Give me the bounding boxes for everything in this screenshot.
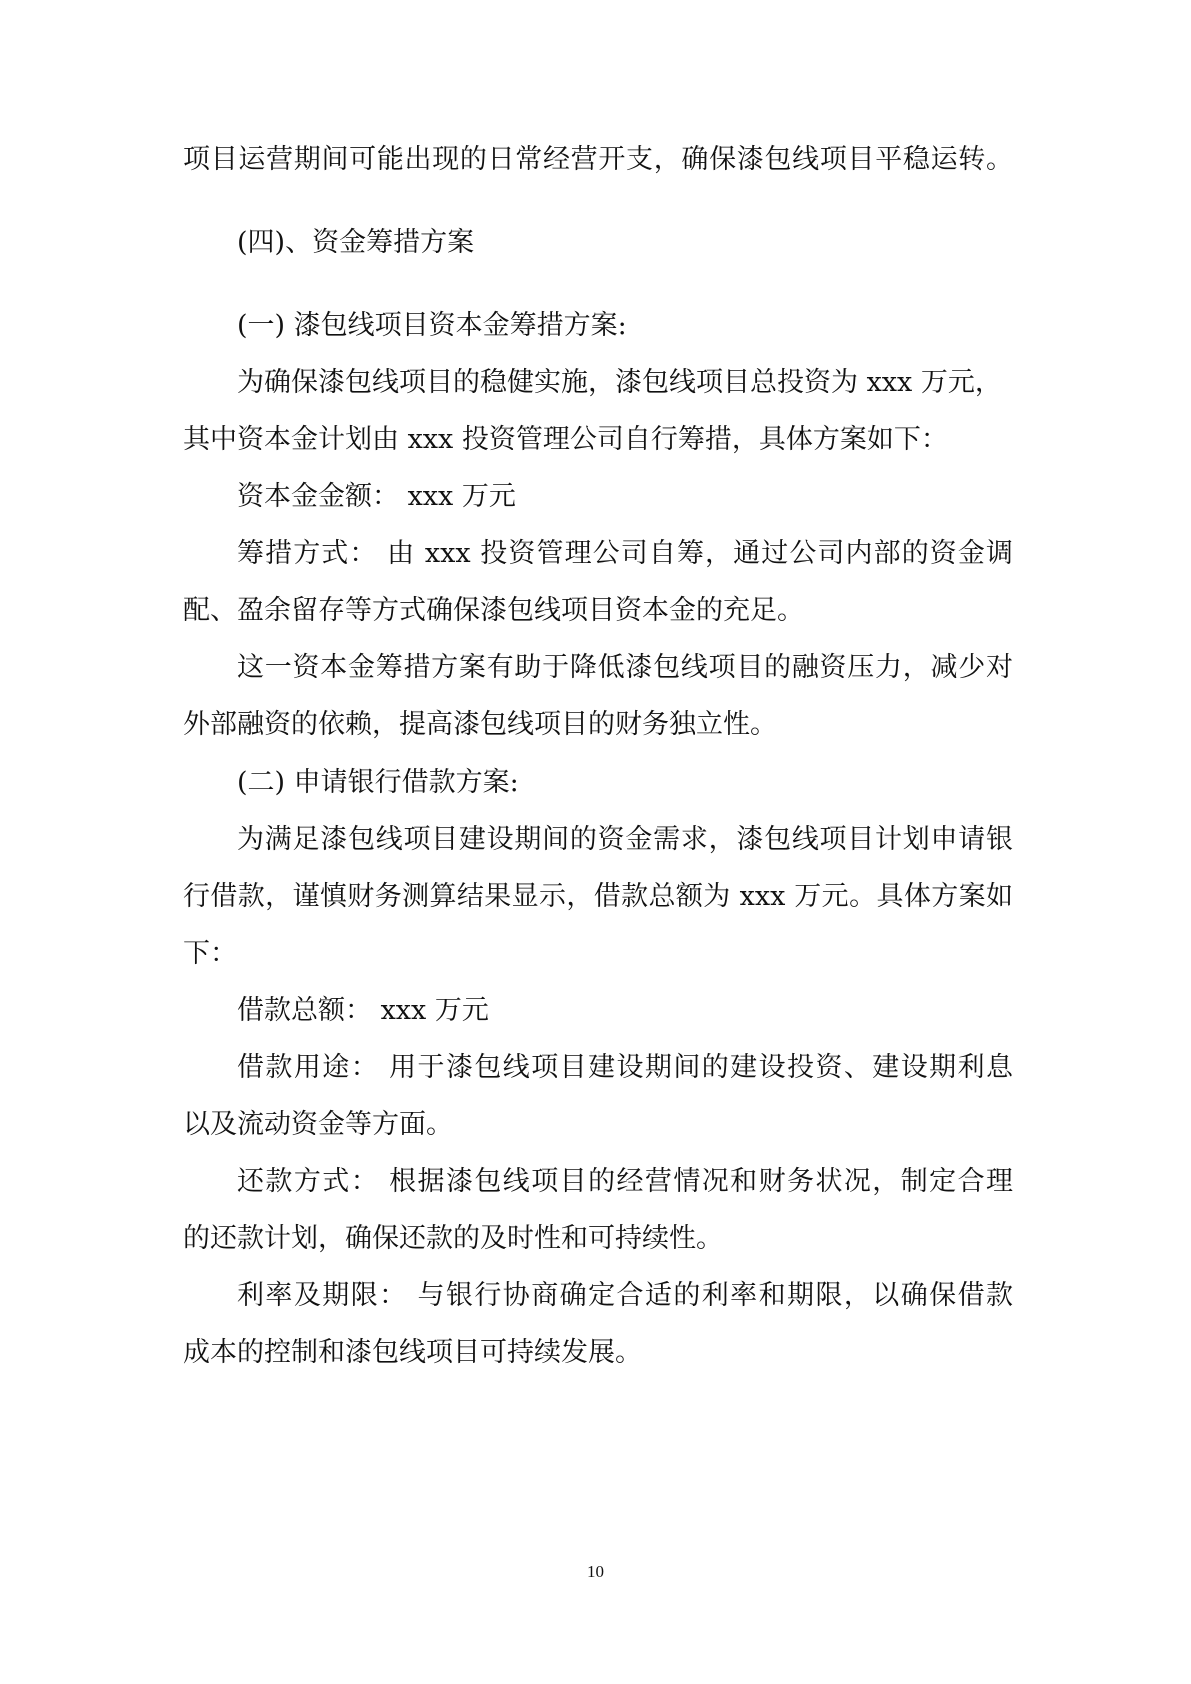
- page-number: 10: [587, 1562, 604, 1581]
- paragraph-line: 借款用途： 用于漆包线项目建设期间的建设投资、建设期利息: [237, 1052, 1013, 1083]
- paragraph-line: 借款总额： xxx 万元: [237, 995, 489, 1026]
- paragraph-line: 这一资本金筹措方案有助于降低漆包线项目的融资压力，减少对: [237, 652, 1013, 683]
- paragraph-line: 还款方式： 根据漆包线项目的经营情况和财务状况，制定合理: [237, 1166, 1013, 1197]
- paragraph-line: 成本的控制和漆包线项目可持续发展。: [183, 1337, 642, 1368]
- subsection-heading: (一) 漆包线项目资本金筹措方案:: [237, 310, 627, 341]
- paragraph-line: 的还款计划，确保还款的及时性和可持续性。: [183, 1223, 723, 1254]
- paragraph-line: 为满足漆包线项目建设期间的资金需求，漆包线项目计划申请银: [237, 824, 1013, 855]
- paragraph-line: 行借款，谨慎财务测算结果显示，借款总额为 xxx 万元。具体方案如: [183, 881, 1013, 912]
- paragraph-line: 筹措方式： 由 xxx 投资管理公司自筹，通过公司内部的资金调: [237, 538, 1013, 569]
- paragraph-line: 配、盈余留存等方式确保漆包线项目资本金的充足。: [183, 595, 804, 626]
- paragraph-line: 资本金金额： xxx 万元: [237, 481, 516, 512]
- paragraph-line: 外部融资的依赖，提高漆包线项目的财务独立性。: [183, 709, 777, 740]
- paragraph-line: 为确保漆包线项目的稳健实施，漆包线项目总投资为 xxx 万元，: [237, 367, 1002, 398]
- paragraph-line: 下：: [183, 938, 237, 969]
- paragraph-line: 以及流动资金等方面。: [183, 1109, 453, 1140]
- paragraph-line: 其中资本金计划由 xxx 投资管理公司自行筹措，具体方案如下：: [183, 424, 948, 455]
- paragraph-line: 项目运营期间可能出现的日常经营开支，确保漆包线项目平稳运转。: [183, 144, 1013, 175]
- subsection-heading: (二) 申请银行借款方案:: [237, 767, 519, 798]
- section-heading: (四)、资金筹措方案: [237, 227, 475, 258]
- paragraph-line: 利率及期限： 与银行协商确定合适的利率和期限，以确保借款: [237, 1280, 1013, 1311]
